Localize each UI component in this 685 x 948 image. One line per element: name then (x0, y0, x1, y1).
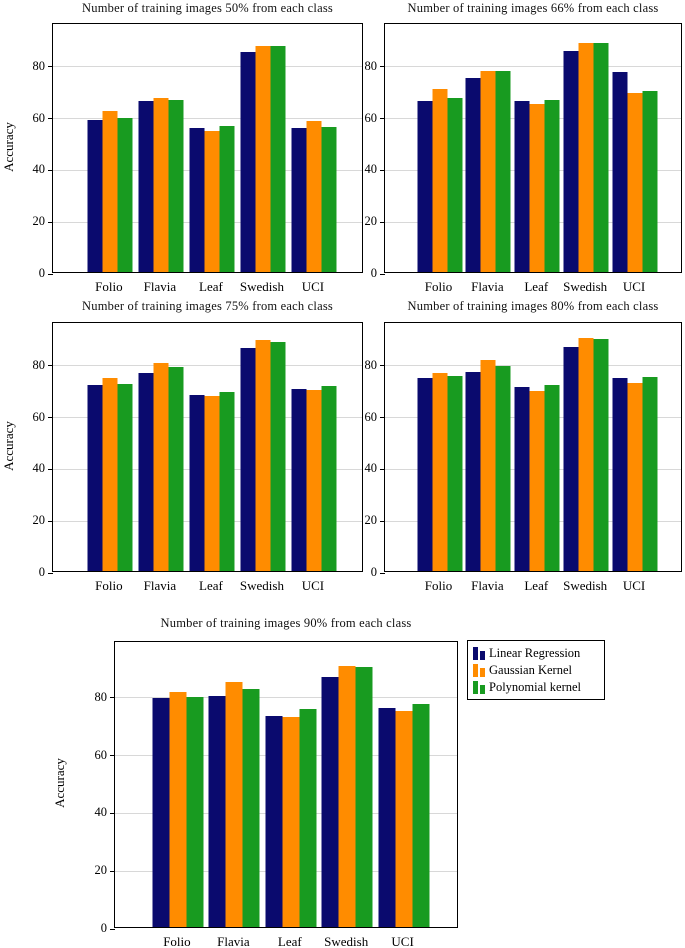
bar-group-leaf (265, 709, 316, 927)
legend-item-linear-regression (473, 645, 599, 661)
bar-gaussian-kernel-swedish (339, 666, 356, 927)
x-tick-label-leaf: Leaf (199, 279, 223, 294)
legend-item-gaussian-kernel (473, 662, 599, 678)
legend-swatch-polynomial-kernel (473, 681, 486, 694)
x-tick-label-uci: UCI (301, 279, 325, 294)
y-tick-label-0: 0 (370, 266, 377, 280)
x-tick-label-swedish: Swedish (239, 279, 284, 294)
legend-label: Linear Regression (489, 645, 581, 660)
bar-linear-regression-uci (378, 708, 395, 927)
y-tick-label-0: 0 (370, 565, 377, 579)
chart-title: Number of training images 90% from each class (160, 616, 412, 630)
x-tick-label-folio: Folio (95, 578, 123, 593)
y-tick-label-0: 0 (38, 266, 45, 280)
x-tick-label-swedish: Swedish (324, 934, 369, 948)
x-tick-label-flavia: Flavia (143, 578, 177, 593)
bar-polynomial-kernel-flavia (243, 689, 260, 927)
chart-title: Number of training images 66% from each class (407, 1, 659, 15)
x-tick-label-uci: UCI (301, 578, 325, 593)
chart-title: Number of training images 80% from each class (407, 299, 659, 313)
y-tick-label-0: 0 (38, 565, 45, 579)
bar-group-uci (378, 704, 429, 927)
y-tick-label-40: 40 (94, 805, 107, 820)
x-tick-label-folio: Folio (424, 279, 453, 294)
y-axis-label: Accuracy (1, 122, 16, 172)
x-tick-label-leaf: Leaf (199, 578, 223, 593)
y-tick-80 (110, 697, 115, 698)
y-tick-label-0: 0 (100, 921, 107, 935)
y-tick-label-40: 40 (364, 461, 377, 476)
y-tick-label-20: 20 (94, 863, 107, 878)
y-tick-0 (110, 929, 115, 930)
y-tick-label-60: 60 (32, 110, 45, 125)
x-tick-label-flavia: Flavia (471, 279, 504, 294)
bar-group-swedish (322, 666, 373, 927)
x-tick-label-flavia: Flavia (217, 934, 250, 948)
y-tick-60 (110, 755, 115, 756)
y-tick-label-80: 80 (94, 689, 107, 704)
y-tick-label-20: 20 (32, 214, 45, 229)
bar-linear-regression-leaf (265, 716, 282, 927)
y-tick-label-20: 20 (32, 513, 45, 528)
legend-label: Gaussian Kernel (489, 662, 572, 677)
y-tick-label-60: 60 (32, 409, 45, 424)
y-tick-label-40: 40 (32, 461, 45, 476)
x-tick-label-flavia: Flavia (471, 578, 504, 593)
y-tick-label-60: 60 (364, 409, 377, 424)
bar-linear-regression-swedish (322, 677, 339, 927)
bar-gaussian-kernel-leaf (282, 717, 299, 927)
bar-polynomial-kernel-uci (412, 704, 429, 927)
y-tick-label-60: 60 (364, 110, 377, 125)
x-tick-label-uci: UCI (391, 934, 414, 948)
y-axis-label: Accuracy (1, 421, 16, 471)
y-tick-label-80: 80 (32, 357, 45, 372)
y-axis-label: Accuracy (52, 758, 67, 808)
bar-linear-regression-folio (152, 698, 169, 927)
y-tick-label-20: 20 (364, 214, 377, 229)
y-tick-40 (110, 813, 115, 814)
x-tick-label-leaf: Leaf (277, 934, 302, 948)
y-tick-label-80: 80 (364, 357, 377, 372)
y-tick-label-40: 40 (364, 162, 377, 177)
y-tick-label-20: 20 (364, 513, 377, 528)
legend (467, 640, 605, 700)
bar-linear-regression-flavia (209, 696, 226, 927)
y-tick-label-60: 60 (94, 747, 107, 762)
x-tick-label-leaf: Leaf (524, 578, 549, 593)
x-tick-label-flavia: Flavia (143, 279, 177, 294)
chart-title: Number of training images 50% from each class (82, 1, 333, 15)
bar-gaussian-kernel-uci (395, 711, 412, 927)
bar-group-folio (152, 692, 203, 927)
y-tick-20 (110, 871, 115, 872)
x-tick-label-swedish: Swedish (563, 578, 608, 593)
legend-label: Polynomial kernel (489, 679, 581, 694)
x-tick-label-folio: Folio (95, 279, 123, 294)
x-tick-label-uci: UCI (622, 578, 646, 593)
y-tick-label-80: 80 (364, 58, 377, 73)
bar-gaussian-kernel-flavia (226, 682, 243, 927)
x-tick-label-uci: UCI (622, 279, 646, 294)
x-tick-label-folio: Folio (424, 578, 453, 593)
plot-area (114, 641, 458, 928)
y-tick-label-80: 80 (32, 58, 45, 73)
x-tick-label-swedish: Swedish (239, 578, 284, 593)
legend-item-polynomial-kernel (473, 679, 599, 695)
x-tick-label-folio: Folio (163, 934, 191, 948)
bar-polynomial-kernel-swedish (356, 667, 373, 927)
y-tick-label-40: 40 (32, 162, 45, 177)
legend-swatch-gaussian-kernel (473, 664, 486, 677)
bar-group-flavia (209, 682, 260, 927)
bar-gaussian-kernel-folio (169, 692, 186, 927)
legend-swatch-linear-regression (473, 647, 486, 660)
bar-polynomial-kernel-folio (186, 697, 203, 927)
bar-polynomial-kernel-leaf (299, 709, 316, 927)
x-tick-label-leaf: Leaf (524, 279, 549, 294)
x-tick-label-swedish: Swedish (563, 279, 608, 294)
chart-title: Number of training images 75% from each class (82, 299, 333, 313)
